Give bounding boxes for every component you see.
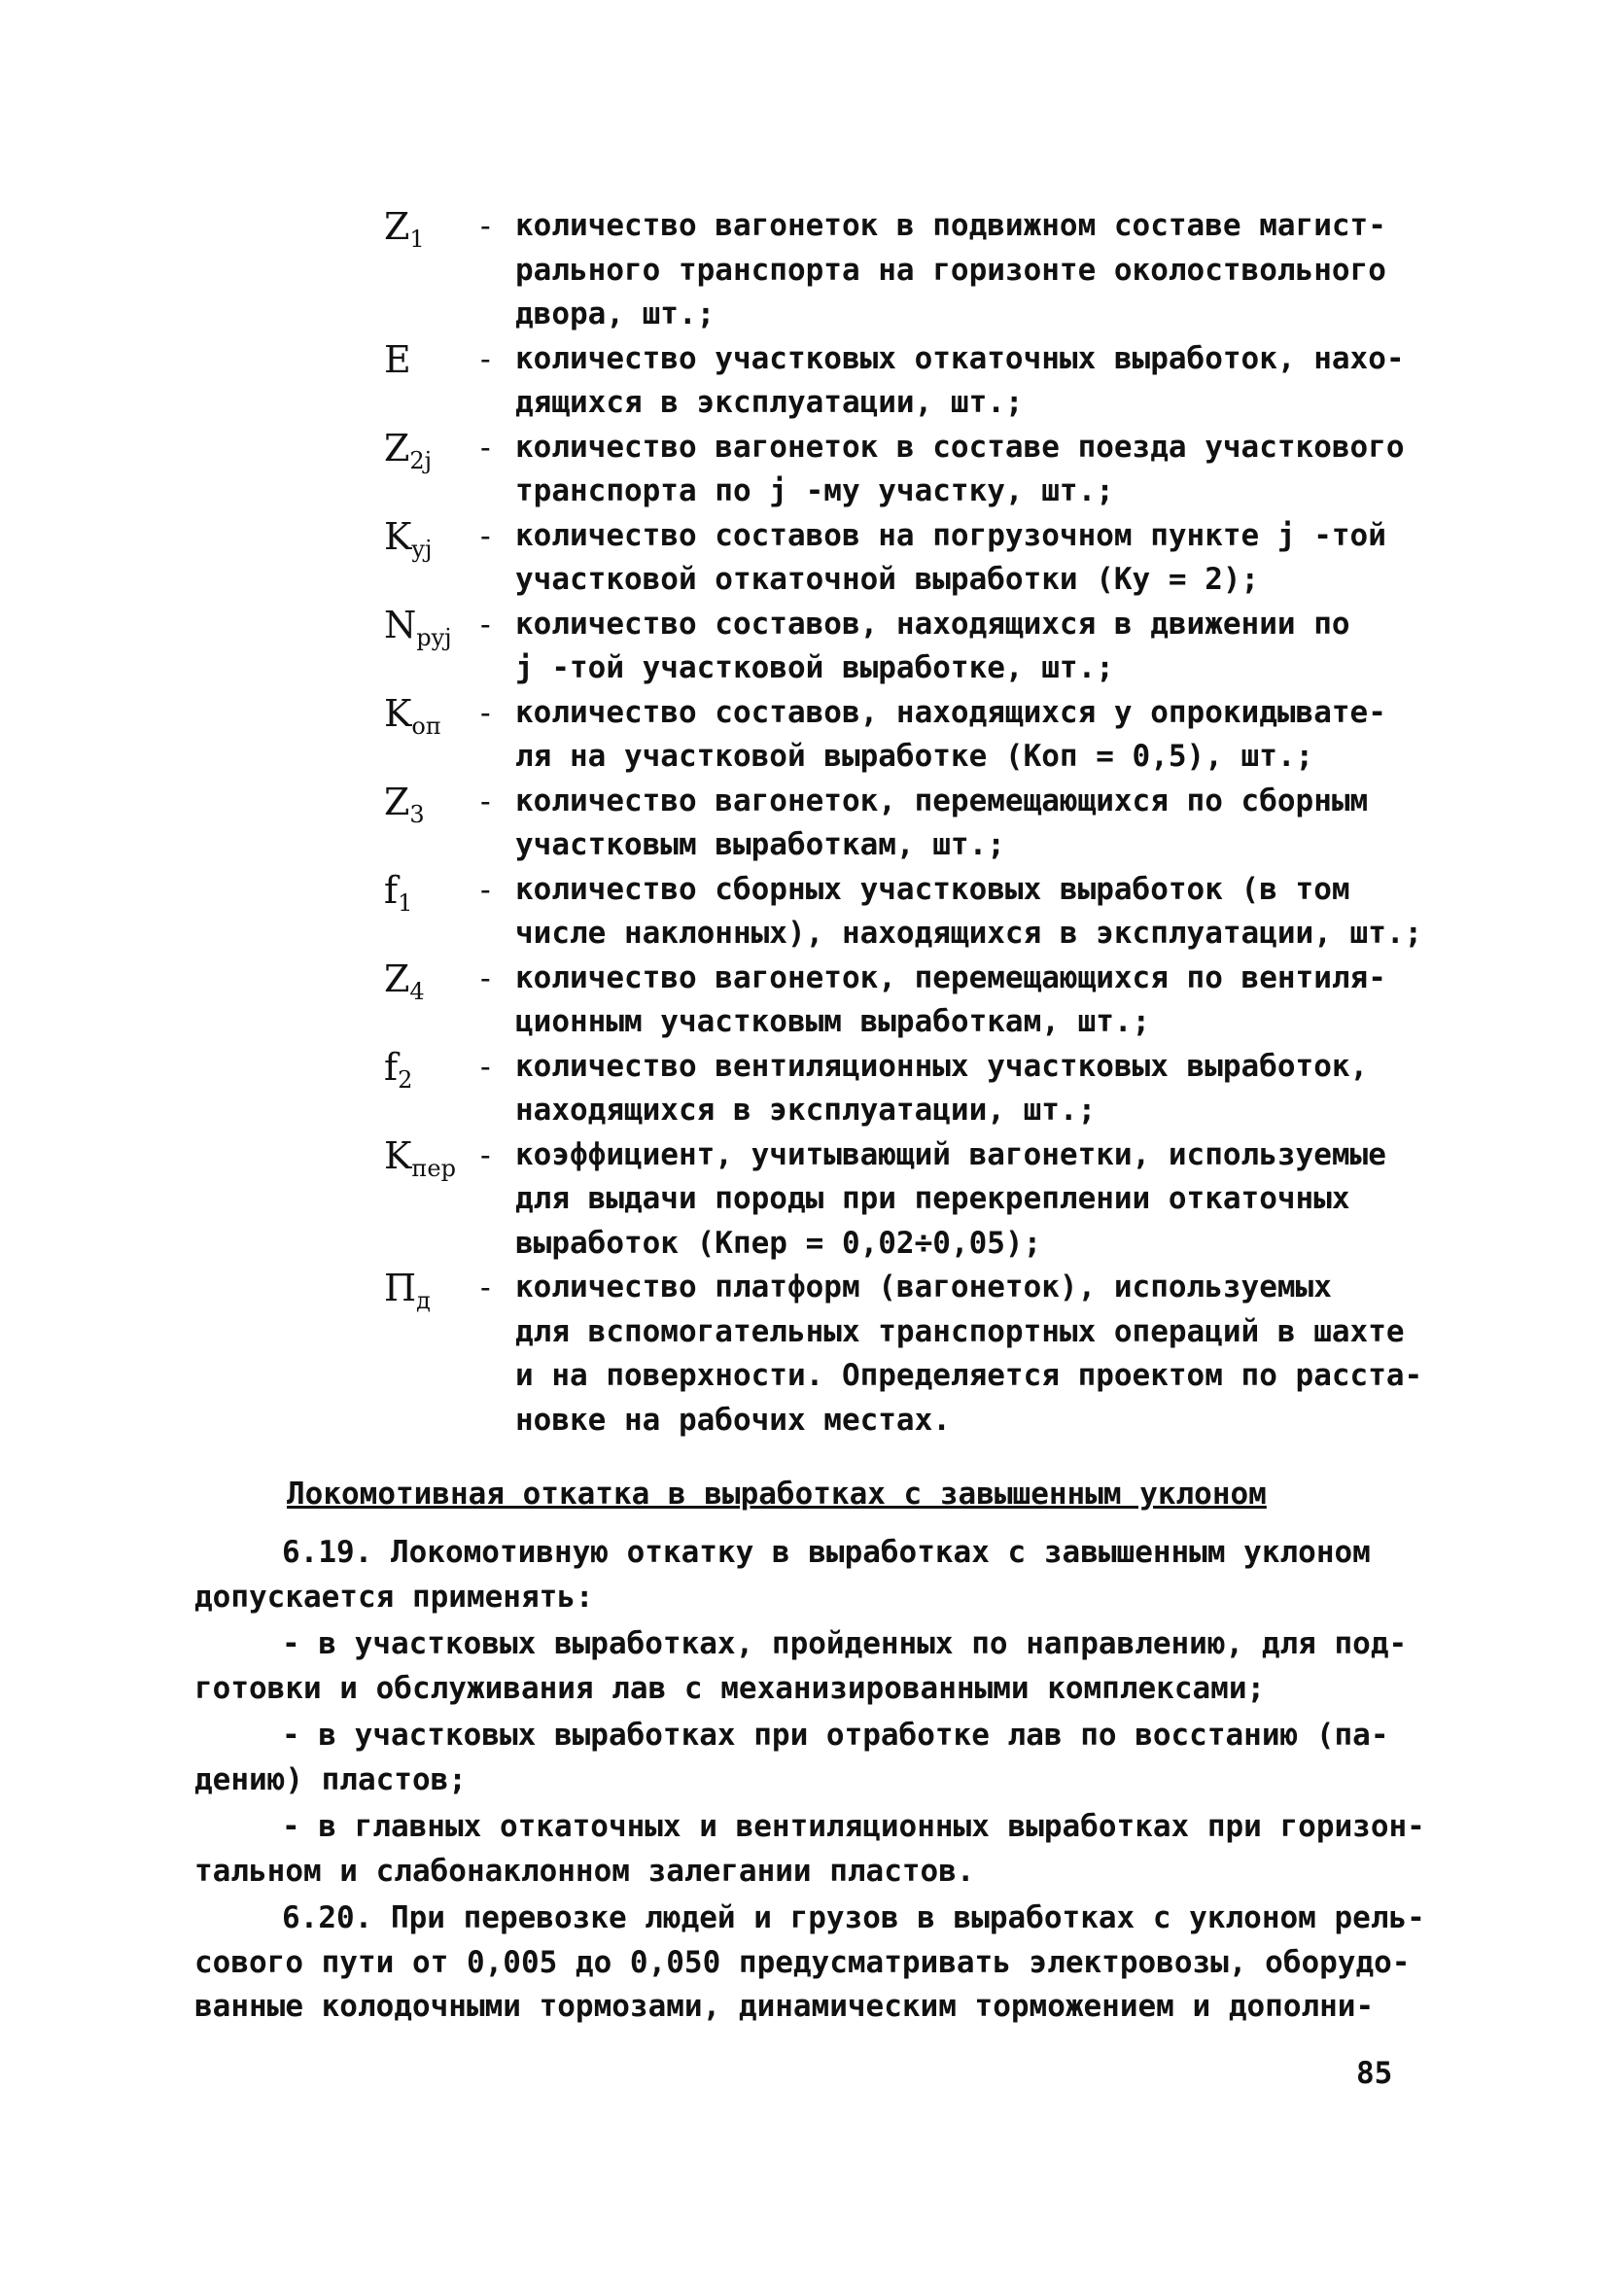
dash: - [476, 1270, 495, 1305]
definition-item [384, 691, 1453, 780]
definition-symbol: $K_{пер}$ [384, 1133, 456, 1182]
definition-text: количество платформ (вагонеток), используемых для вспомогательных транспортных операций в шахте и на поверхности. Определяется проектом по расста- новке на рабочих местах. [515, 1270, 1423, 1438]
dash: - [476, 430, 495, 466]
definition-text: количество вагонеток, перемещающихся по вентиля- ционным участковым выработкам, шт.; [515, 959, 1386, 1039]
definition-item [384, 426, 1453, 514]
definition-text: количество сборных участковых выработок (в том числе наклонных), находящихся в эксплуатации, шт.; [515, 871, 1423, 951]
definition-text: количество вагонеток, перемещающихся по сборным участковым выработкам, шт.; [515, 783, 1369, 862]
dash: - [476, 607, 495, 643]
definition-symbol: $П_д$ [384, 1267, 431, 1314]
paragraph: - в главных откаточных и вентиляционных выработках при горизон- тальном и слабонаклонном залегании пластов. [194, 1809, 1425, 1889]
definition-symbol: $K_{оп}$ [384, 691, 441, 740]
dash: - [476, 1049, 495, 1085]
definition-symbol: $Z_{2j}$ [384, 426, 433, 474]
definition-text: количество составов на погрузочном пункте j -той участковой откаточной выработки (Kу = 2); [515, 517, 1386, 597]
dash: - [476, 960, 495, 996]
paragraph: 6.20. При перевозке людей и грузов в выработках с уклоном рель- сового пути от 0,005 до 0,050 предусматривать электровозы, оборудо- ванные колодочными тормозами, динамическим торможением и дополни- [194, 1900, 1425, 2024]
definition-item [384, 1266, 1453, 1443]
definition-symbol: $f_1$ [384, 868, 413, 917]
definition-text: количество участковых откаточных выработок, нахо- дящихся в эксплуатации, шт.; [515, 340, 1405, 420]
definition-item [384, 603, 1453, 691]
definition-text: количество составов, находящихся в движении по j -той участковой выработке, шт.; [515, 606, 1350, 685]
definition-item [384, 337, 1453, 426]
definition-symbol: $Z_4$ [384, 957, 425, 1005]
paragraph: - в участковых выработках при отработке лав по восстанию (па- дению) пластов; [194, 1718, 1389, 1797]
dash: - [476, 518, 495, 554]
section-heading: Локомотивная откатка в выработках с завышенным уклоном [287, 1477, 1267, 1512]
definition-symbol: $Z_1$ [384, 205, 425, 253]
dash: - [476, 783, 495, 819]
definition-item [384, 780, 1453, 868]
definition-text: количество составов, находящихся у опрокидывате- ля на участковой выработке (Kоп = 0,5), шт.; [515, 694, 1386, 774]
paragraph: - в участковых выработках, пройденных по направлению, для под- готовки и обслуживания лав с механизированными комплексами; [194, 1626, 1408, 1706]
definition-item [384, 514, 1453, 603]
definition-symbol: $f_2$ [384, 1045, 413, 1094]
definition-item [384, 1045, 1453, 1133]
definition-item [384, 957, 1453, 1045]
paragraph: 6.19. Локомотивную откатку в выработках с завышенным уклоном допускается применять: [194, 1535, 1371, 1615]
dash: - [476, 209, 495, 244]
definition-symbol: $N_{pyj}$ [384, 603, 452, 651]
page-number: 85 [1356, 2056, 1393, 2091]
definition-symbol: $Z_3$ [384, 780, 425, 828]
dash: - [476, 872, 495, 908]
definition-item [384, 868, 1453, 957]
definition-text: коэффициент, учитывающий вагонетки, используемые для выдачи породы при перекреплении откаточных выработок (Kпер = 0,02÷0,05); [515, 1136, 1386, 1261]
dash: - [476, 695, 495, 731]
definition-text: количество вентиляционных участковых выработок, находящихся в эксплуатации, шт.; [515, 1048, 1369, 1128]
definition-symbol: $K_{yj}$ [384, 514, 433, 563]
definition-text: количество вагонеток в подвижном составе магист- рального транспорта на горизонте околоствольного двора, шт.; [515, 208, 1386, 331]
dash: - [476, 341, 495, 377]
definition-symbol: E [384, 337, 411, 381]
definition-text: количество вагонеток в составе поезда участкового транспорта по j -му участку, шт.; [515, 429, 1405, 508]
definitions-list [384, 204, 1453, 1443]
dash: - [476, 1137, 495, 1173]
definition-item [384, 1133, 1453, 1267]
definition-item [384, 204, 1453, 337]
body-text [194, 1531, 1449, 2033]
